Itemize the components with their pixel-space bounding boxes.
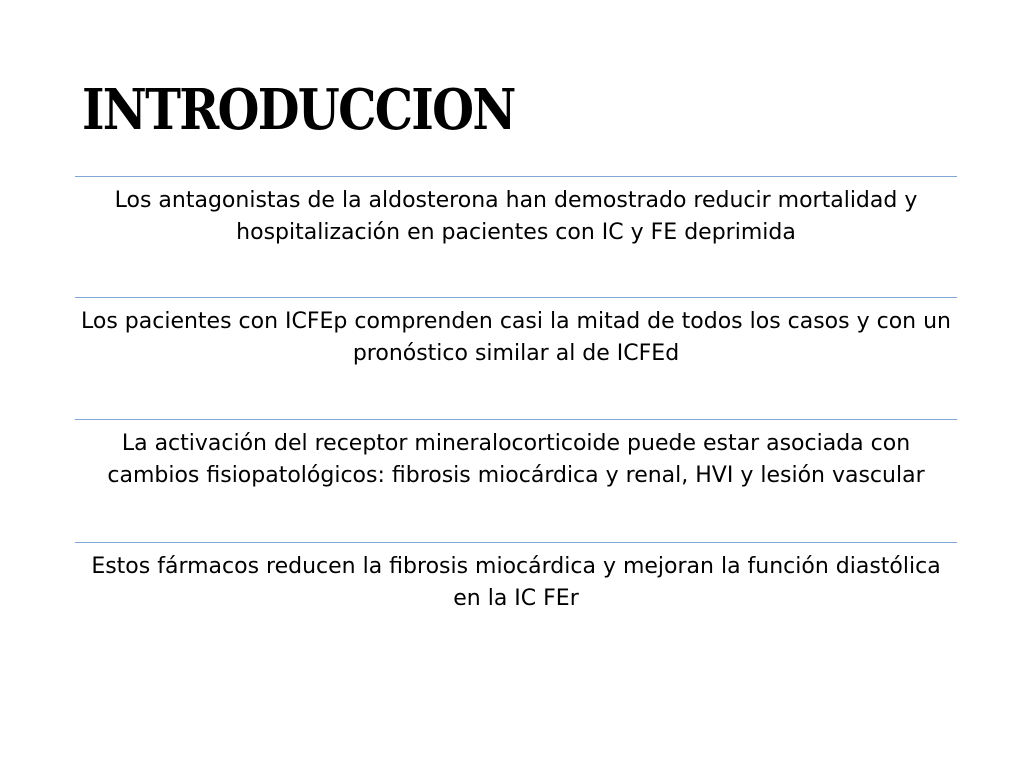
list-item [75,419,957,542]
list-item-text: Estos fármacos reducen la fibrosis miocárdica y mejoran la función diastólica en la IC FEr [91,554,941,611]
list-item-text: Los antagonistas de la aldosterona han demostrado reducir mortalidad y hospitalización en pacientes con IC y FE deprimida [114,188,918,245]
list-item [75,297,957,419]
list-item [75,542,957,642]
list-item-text: La activación del receptor mineralocorticoide puede estar asociada con cambios fisiopatológicos: fibrosis miocárdica y renal, HVI y lesión vascular [107,431,925,488]
bullet-list [75,176,957,642]
slide-title: INTRODUCCION [82,77,515,143]
list-item-text: Los pacientes con ICFEp comprenden casi la mitad de todos los casos y con un pronóstico similar al de ICFEd [81,309,951,366]
list-item [75,176,957,297]
